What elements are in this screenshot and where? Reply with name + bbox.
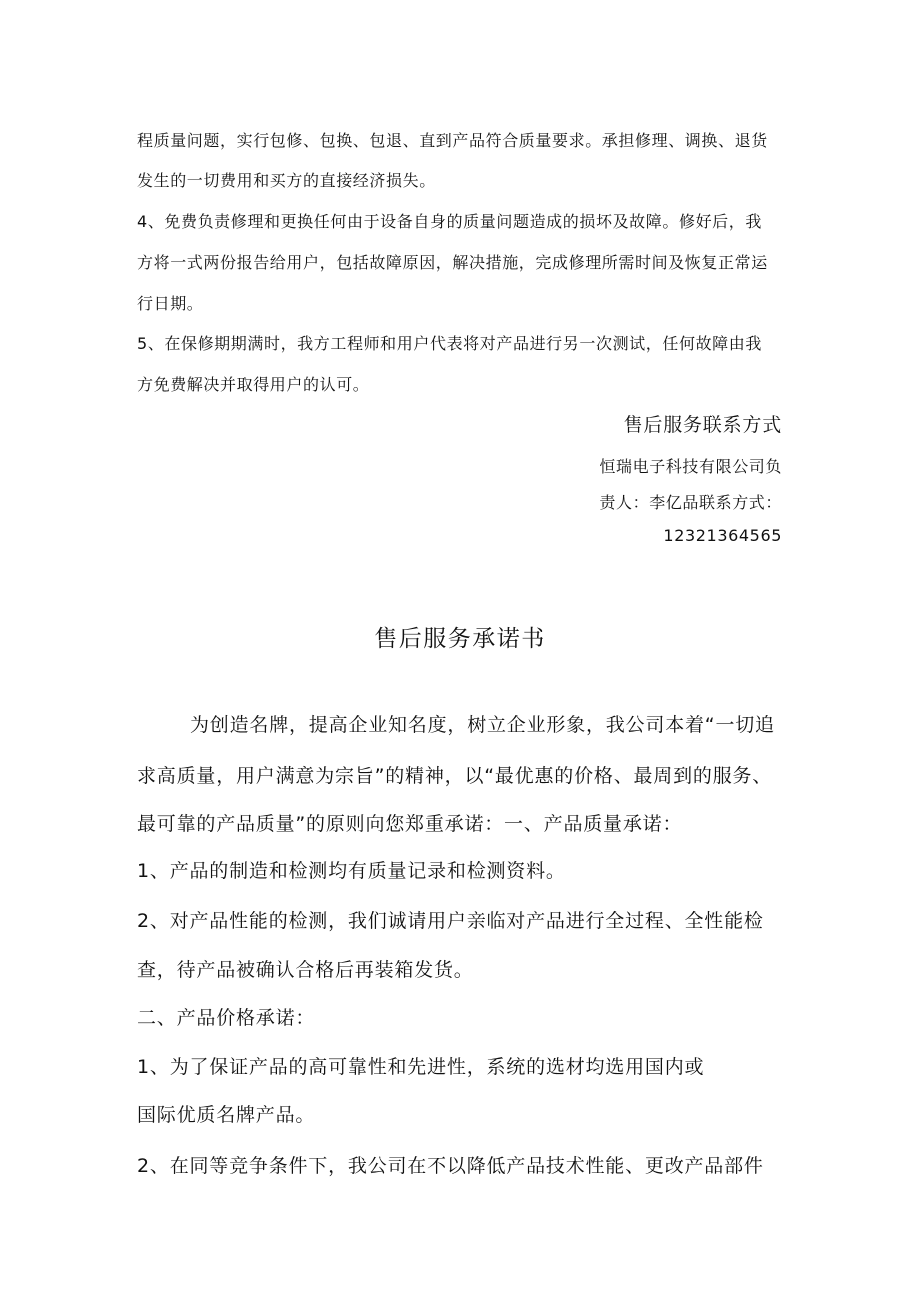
letter-text-line: 1、产品的制造和检测均有质量记录和检测资料。 (137, 860, 566, 882)
contact-person: 责人：李亿品联系方式： (599, 493, 782, 512)
body-text-line: 发生的一切费用和买方的直接经济损失。 (137, 171, 436, 190)
letter-text-line: 最可靠的产品质量”的原则向您郑重承诺：一、产品质量承诺： (137, 813, 683, 835)
letter-text-line: 为创造名牌，提高企业知名度，树立企业形象，我公司本着“一切追 (190, 714, 775, 736)
page-title: 售后服务承诺书 (374, 626, 546, 652)
letter-text-line: 查，待产品被确认合格后再装箱发货。 (137, 959, 474, 981)
body-text-line: 5、在保修期期满时，我方工程师和用户代表将对产品进行另一次测试，任何故障由我 (137, 334, 762, 353)
letter-text-line: 1、为了保证产品的高可靠性和先进性，系统的选材均选用国内或 (137, 1056, 705, 1078)
body-text-line: 4、免费负责修理和更换任何由于设备自身的质量问题造成的损坏及故障。修好后，我 (137, 212, 762, 231)
body-text-line: 方免费解决并取得用户的认可。 (137, 375, 370, 394)
body-text-line: 程质量问题，实行包修、包换、包退、直到产品符合质量要求。承担修理、调换、退货 (137, 131, 768, 150)
letter-text-line: 国际优质名牌产品。 (137, 1104, 316, 1126)
letter-text-line: 求高质量，用户满意为宗旨”的精神，以“最优惠的价格、最周到的服务、 (137, 765, 773, 787)
letter-text-line: 二、产品价格承诺： (137, 1007, 316, 1029)
body-text-line: 方将一式两份报告给用户，包括故障原因，解决措施，完成修理所需时间及恢复正常运 (137, 253, 768, 272)
letter-text-line: 2、在同等竞争条件下，我公司在不以降低产品技术性能、更改产品部件 (137, 1155, 764, 1177)
contact-heading: 售后服务联系方式 (623, 414, 782, 436)
body-text-line: 行日期。 (137, 294, 204, 313)
contact-phone: 12321364565 (663, 526, 782, 545)
contact-company: 恒瑞电子科技有限公司负 (599, 457, 782, 476)
letter-text-line: 2、对产品性能的检测，我们诚请用户亲临对产品进行全过程、全性能检 (137, 910, 764, 932)
